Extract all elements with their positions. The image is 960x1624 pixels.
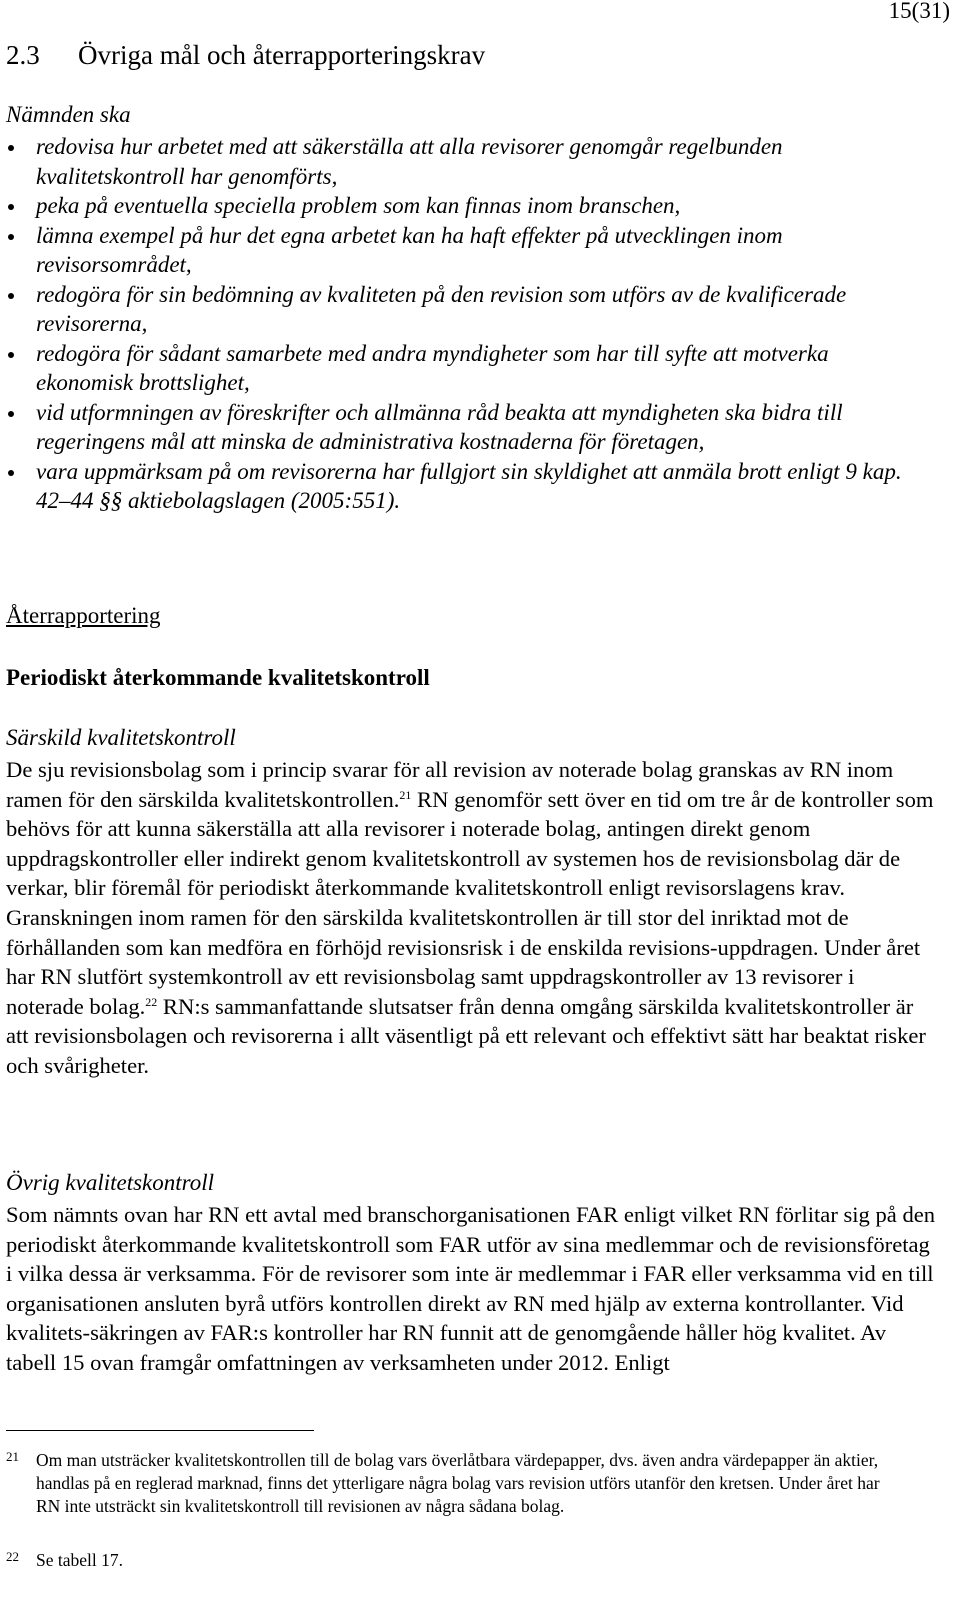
footnote-text: Se tabell 17.	[36, 1550, 123, 1570]
footnote-number: 21	[6, 1449, 19, 1464]
list-item: lämna exempel på hur det egna arbetet kan ha haft effekter på utvecklingen inom revisorsområdet,	[6, 221, 926, 280]
special-control-heading: Särskild kvalitetskontroll	[6, 725, 236, 750]
list-item: redogöra för sin bedömning av kvaliteten på den revision som utförs av de kvalificerade revisorerna,	[6, 280, 926, 339]
footnote-ref-22[interactable]: 22	[145, 994, 158, 1009]
footnote-21	[6, 1449, 906, 1518]
footnote-22	[6, 1549, 906, 1572]
section-title: Övriga mål och återrapporteringskrav	[78, 40, 486, 70]
page-number: 15(31)	[888, 0, 950, 23]
special-control-paragraph	[6, 755, 936, 1081]
section-heading	[6, 40, 485, 71]
paragraph-text: RN:s sammanfattande slutsatser från denna omgång särskilda kvalitetskontroller är att revisionsbolagen och revisorerna i allt väsentligt på ett relevant och effektivt sätt har beaktat risker och svårigheter.	[6, 993, 926, 1078]
paragraph-text: De sju revisionsbolag som i princip svarar för all revision av noterade bolag granskas av RN inom ramen för den särskilda kvalitetskontrollen.	[6, 757, 894, 812]
section-number: 2.3	[6, 40, 40, 70]
list-item: vid utformningen av föreskrifter och allmänna råd beakta att myndigheten ska bidra till regeringens mål att minska de administrativa kostnaderna för företagen,	[6, 398, 926, 457]
list-item: redogöra för sådant samarbete med andra myndigheter som har till syfte att motverka ekonomisk brottslighet,	[6, 339, 926, 398]
footnote-text: Om man utsträcker kvalitetskontrollen till de bolag vars överlåtbara värdepapper, dvs. även andra värdepapper än aktier, handlas på en reglerad marknad, finns det ytterligare några bolag vars revision utförs utanför den kretsen. Under året har RN inte utsträckt sin kvalitetskontroll till revisionen av några sådana bolag.	[36, 1450, 880, 1516]
list-item: redovisa hur arbetet med att säkerställa att alla revisorer genomgår regelbunden kvalitetskontroll har genomförts,	[6, 132, 926, 191]
other-control-paragraph: Som nämnts ovan har RN ett avtal med branschorganisationen FAR enligt vilket RN förlitar sig på den periodiskt återkommande kvalitetskontroll som FAR utför av sina medlemmar och de revisionsföretag i vilka dessa är verksamma. För de revisorer som inte är medlemmar i FAR eller verksamma vid en till organisationen ansluten byrå utförs kontrollen direkt av RN med hjälp av externa kontrollanter. Vid kvalitets-säkringen av FAR:s kontroller har RN funnit att de genomgående håller hög kvalitet. Av tabell 15 ovan framgår omfattningen av verksamheten under 2012. Enligt	[6, 1202, 936, 1375]
other-control-heading: Övrig kvalitetskontroll	[6, 1170, 215, 1195]
reporting-heading: Återrapportering	[6, 603, 161, 628]
goals-list	[6, 132, 926, 516]
list-item: vara uppmärksam på om revisorerna har fullgjort sin skyldighet att anmäla brott enligt 9 kap. 42–44 §§ aktiebolagslagen (2005:551).	[6, 457, 926, 516]
footnote-number: 22	[6, 1549, 19, 1564]
footnote-ref-21[interactable]: 21	[399, 787, 412, 802]
paragraph-text: RN genomför sett över en tid om tre år de kontroller som behövs för att kunna säkerställa att alla revisorer i noterade bolag, antingen direkt genom uppdragskontroller eller indirekt genom kvalitetskontroll av systemen hos de revisionsbolag där de verkar, blir föremål för periodiskt återkommande kvalitetskontroll enligt revisorslagens krav. Granskningen inom ramen för den särskilda kvalitetskontrollen är till stor del inriktad mot de förhållanden som kan medföra en förhöjd revisionsrisk i de enskilda revisions-uppdragen. Under året har RN slutfört systemkontroll av ett revisionsbolag samt uppdragskontroller av 13 revisorer i noterade bolag.	[6, 786, 934, 1019]
list-item: peka på eventuella speciella problem som kan finnas inom branschen,	[6, 191, 926, 221]
intro-text: Nämnden ska	[6, 102, 131, 127]
footnote-divider	[6, 1430, 314, 1431]
periodic-control-heading: Periodiskt återkommande kvalitetskontroll	[6, 665, 430, 690]
